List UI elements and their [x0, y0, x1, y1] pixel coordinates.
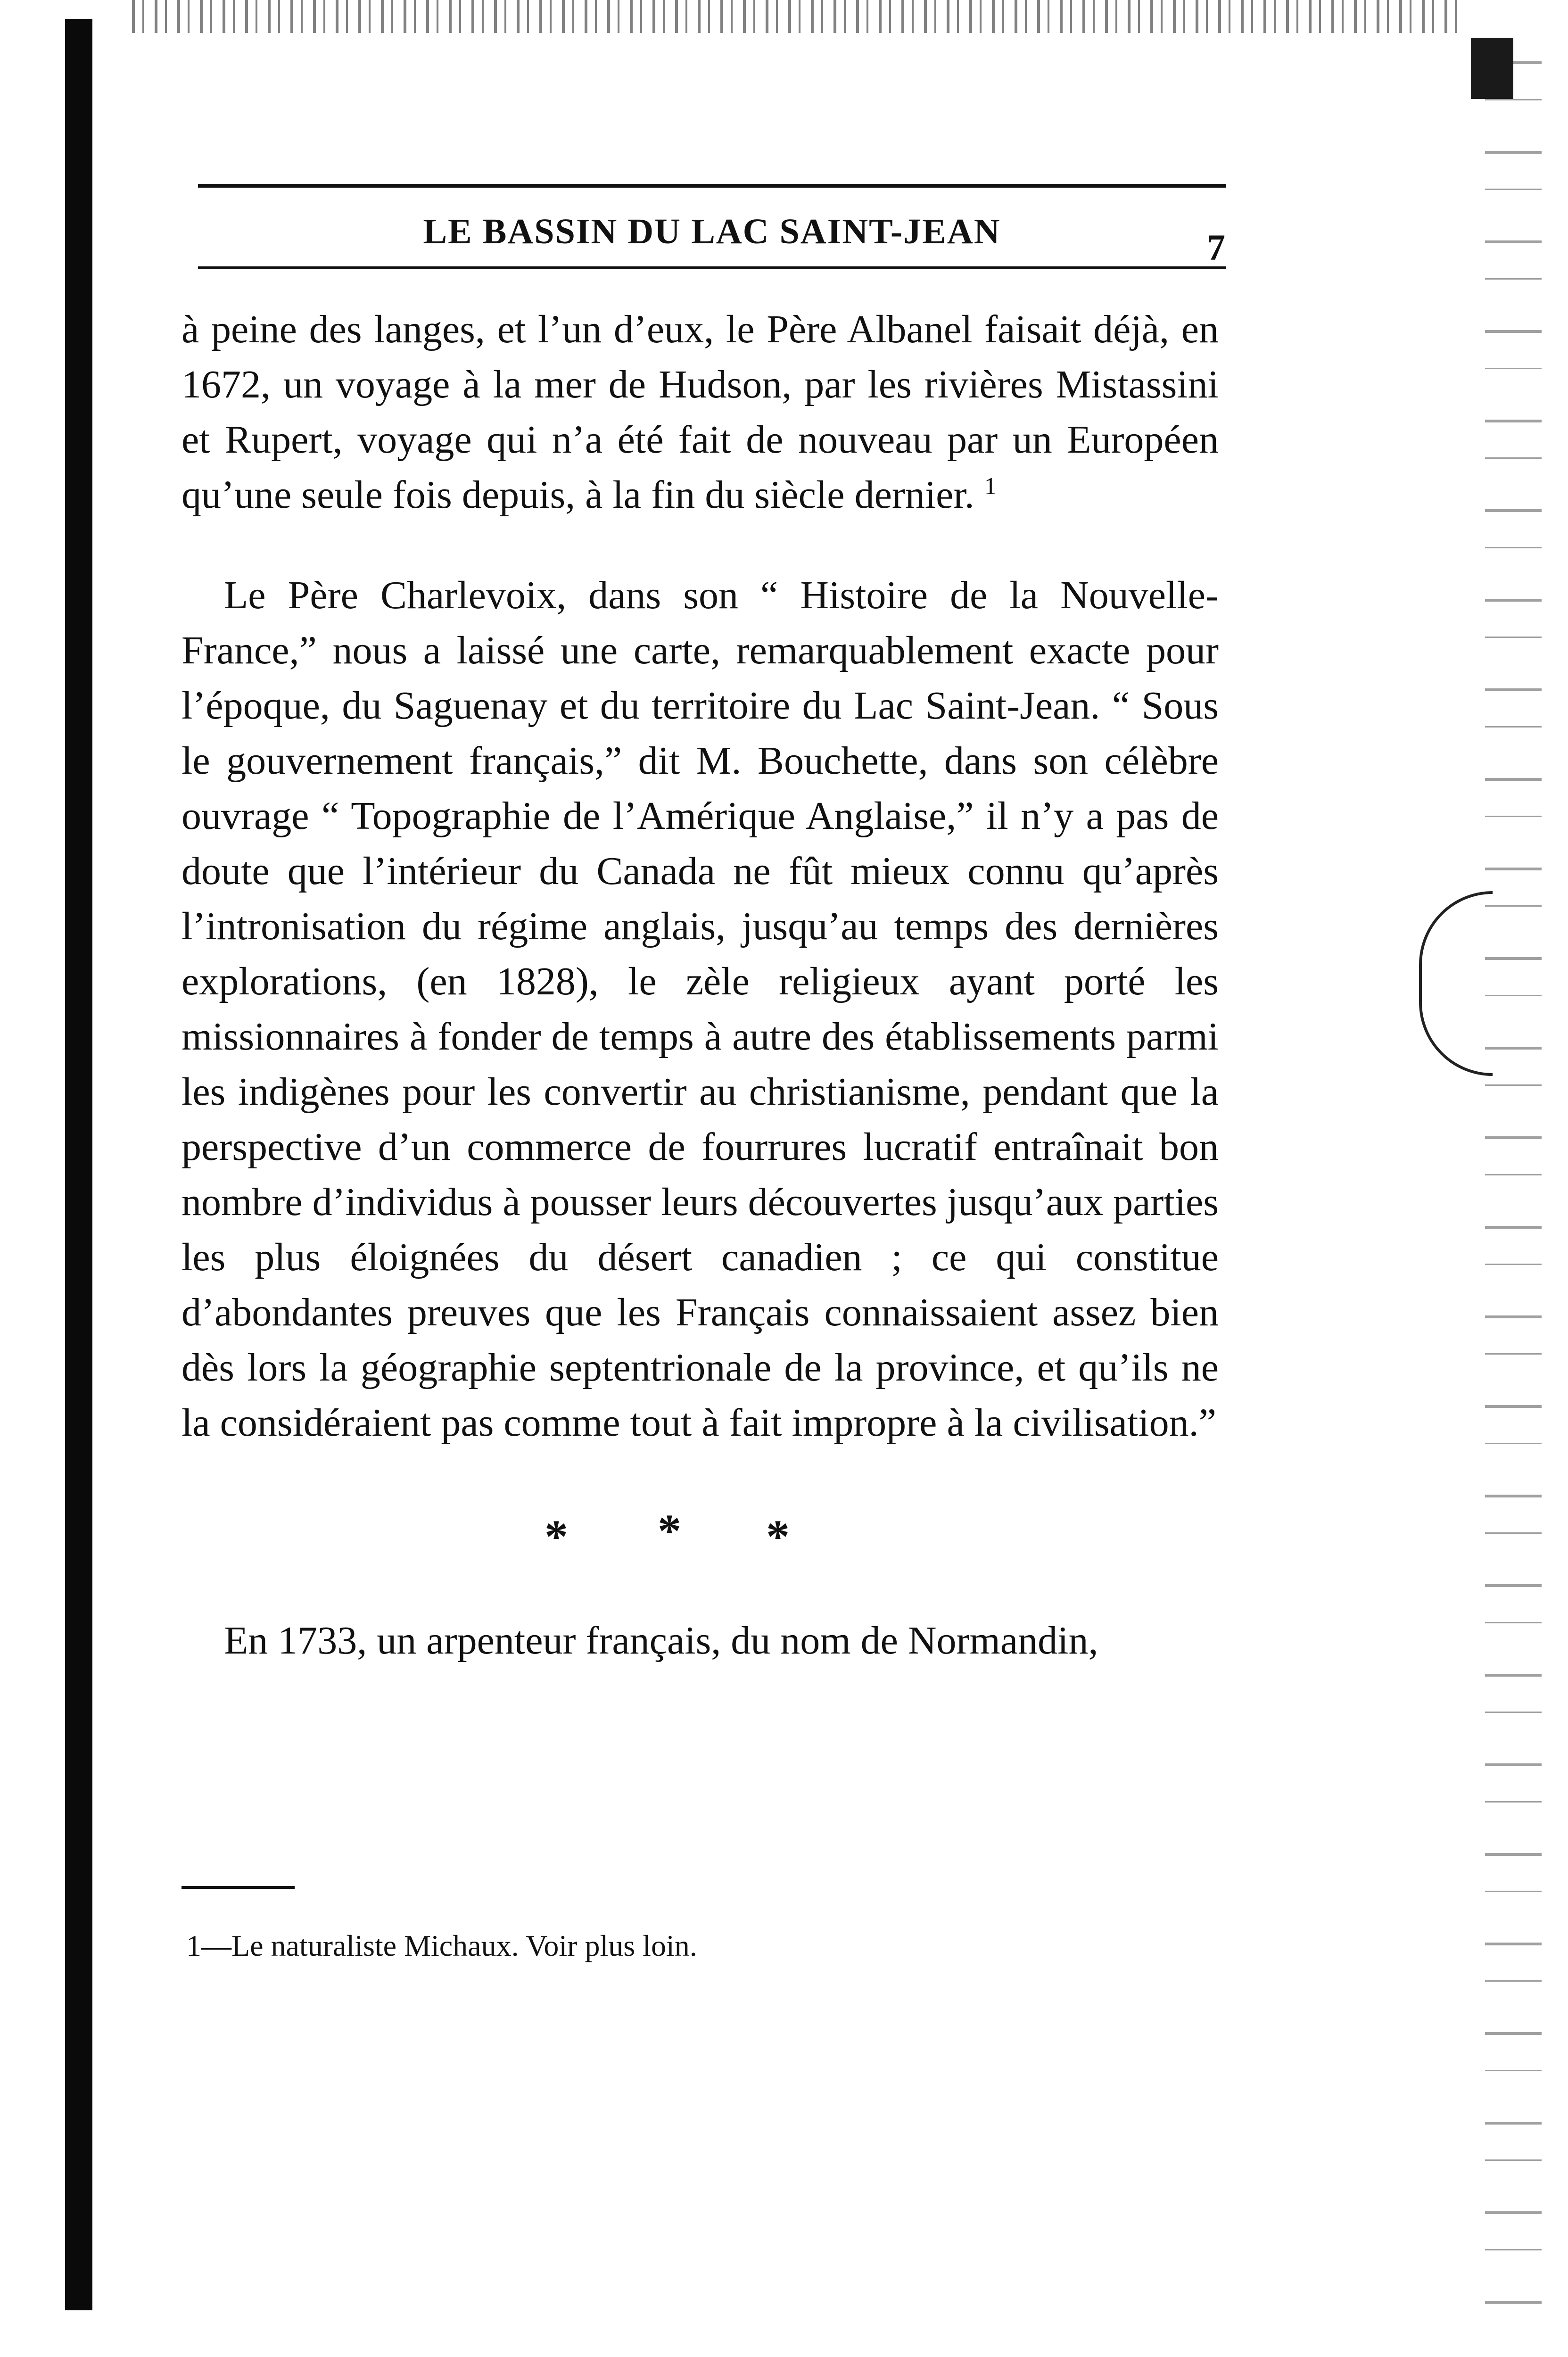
pencil-bracket-mark: [1419, 891, 1493, 1076]
footnote-rule: [182, 1886, 295, 1889]
running-head: LE BASSIN DU LAC SAINT-JEAN: [423, 212, 1001, 251]
scan-noise-top: [132, 0, 1461, 33]
paragraph-1: [182, 302, 1219, 522]
paragraph-1-text: à peine des langes, et l’un d’eux, le Père Albanel faisait déjà, en 1672, un voyage à la mer de Hudson, par les rivières Mistassini et Rupert, voyage qui n’a été fait de nouveau par un Européen qu’une seule fois depuis, à la fin du siècle dernier.: [182, 307, 1219, 517]
scan-corner-blot: [1471, 38, 1513, 99]
scan-noise-right-edge: [1485, 42, 1542, 2306]
footnote-reference: 1: [984, 473, 997, 500]
paragraph-3: En 1733, un arpenteur français, du nom de Normandin,: [224, 1619, 1098, 1662]
footnote: 1—Le naturaliste Michaux. Voir plus loin.: [186, 1929, 697, 1962]
body-text: [182, 302, 1219, 1668]
binding-shadow: [65, 19, 92, 2310]
page-header: [198, 184, 1226, 278]
separator-asterisk: *: [545, 1510, 568, 1563]
paragraph-2: Le Père Charlevoix, dans son “ Histoire de la Nouvelle-France,” nous a laissé une carte, remarquablement exacte pour l’époque, du Saguenay et du territoire du Lac Saint-Jean. “ Sous le gouvernement français,” dit M. Bouchette, dans son célèbre ouvrage “ Topographie de l’Amérique Anglaise,” il n’y a pas de doute que l’intérieur du Canada ne fût mieux connu qu’après l’intronisation du régime anglais, jusqu’au temps des dernières explorations, (en 1828), le zèle religieux ayant porté les missionnaires à fonder de temps à autre des établissements parmi les indigènes pour les convertir au christianisme, pendant que la perspective d’un commerce de fourrures lucratif entraînait bon nombre d’individus à pousser leurs découvertes jusqu’aux parties les plus éloignées du désert canadien ; ce qui constitue d’abondantes preuves que les Français connaissaient assez bien dès lors la géographie septentrionale de la province, et qu’ils ne la considéraient pas comme tout à fait impropre à la civilisation.”: [182, 573, 1219, 1445]
separator-asterisk: *: [658, 1505, 681, 1557]
header-rule-top: [198, 184, 1226, 188]
section-separator: [182, 1505, 1219, 1563]
page-number: 7: [1207, 227, 1225, 268]
header-rule-bottom: [198, 266, 1226, 269]
separator-asterisk: *: [766, 1510, 790, 1563]
